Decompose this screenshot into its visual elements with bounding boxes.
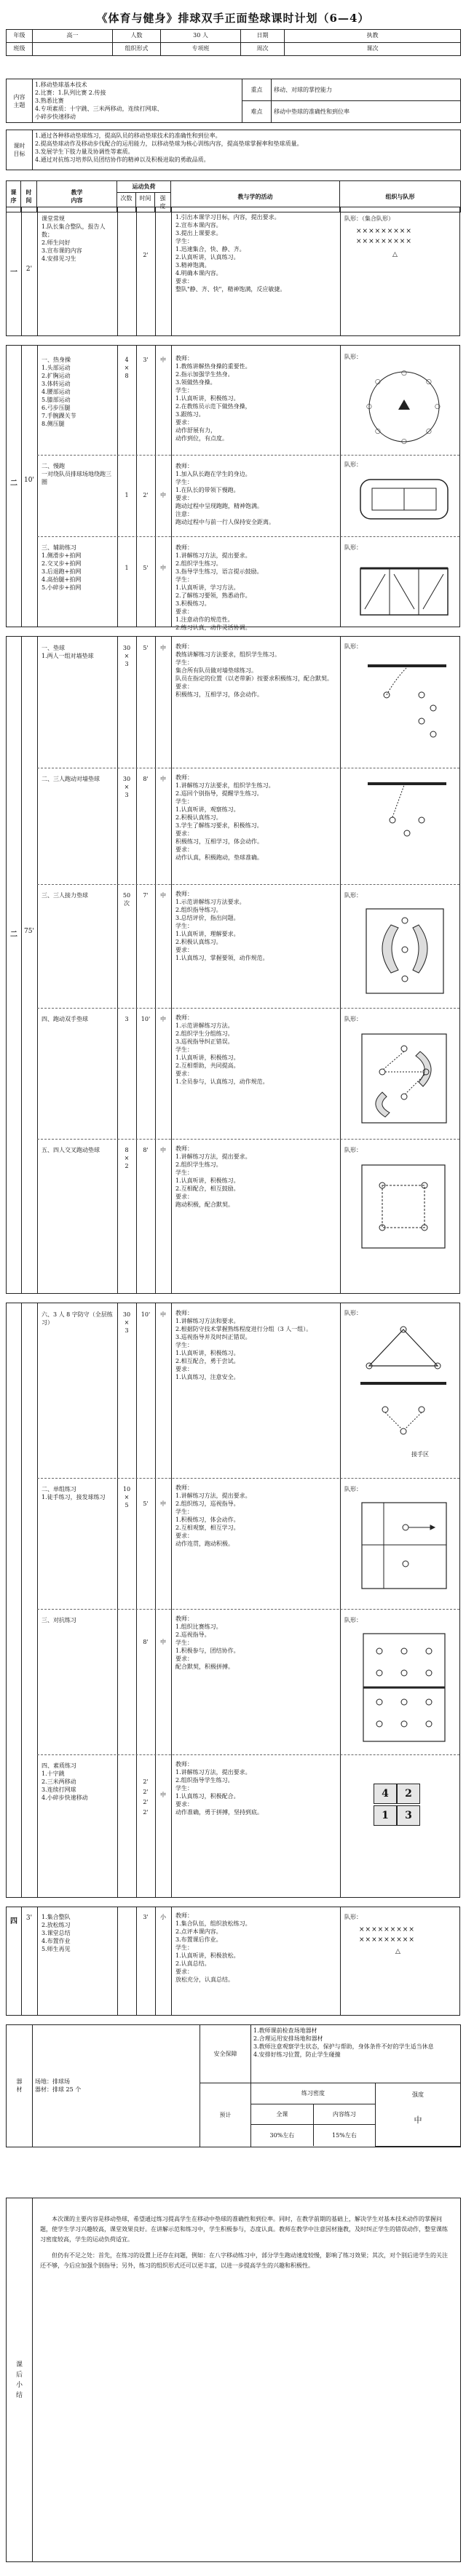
equipment-label: 器 材 xyxy=(7,2025,33,2147)
load-count: 3 xyxy=(125,1016,129,1022)
activity-text: 教师： 1.讲解练习方法，提出要求。 2.组织学生练习。 学生： 1.认真听讲，积极练习。 2.互相配合，相互鼓励。 要求： 跑动积极，配合默契。 xyxy=(175,1145,251,1208)
content-text: 六、3 人 8 字防守（全层练习） xyxy=(42,1311,113,1326)
wall-pass-diagram xyxy=(363,657,451,744)
load-time: 2' xyxy=(143,1809,149,1816)
format-label: 组织形式 xyxy=(113,43,161,56)
cross-run-diagram xyxy=(356,1159,451,1254)
load-time: 5' xyxy=(143,645,149,651)
load-intensity: 中 xyxy=(160,645,166,651)
figure-eight-defense-diagram xyxy=(356,1322,451,1460)
load-count: 50 次 xyxy=(122,892,131,907)
svg-text:○: ○ xyxy=(401,438,407,445)
stat-label: 预计 xyxy=(200,2083,251,2147)
content-text: 三、三人接力垫球 xyxy=(42,892,88,899)
svg-text:○: ○ xyxy=(426,378,432,386)
week-label: 周次 xyxy=(241,43,285,56)
objective-item: 4.通过对抗练习培养队员团结协作的精神以及积极进取的勇敢品质。 xyxy=(35,156,210,163)
activity-text: 教师： 1.加入队长跑在学生的身边。 学生： 1.在队长的带领下慢跑。 要求： 跑动过程中呈现跑跑，精神饱满。 注意： 跑动过程中与前一行人保持安全距离。 xyxy=(175,463,275,525)
load-count: 8 × 2 xyxy=(124,1147,130,1169)
content-topic-list xyxy=(33,79,242,123)
load-count: 10 × 5 xyxy=(122,1486,131,1508)
equipment-text: 场地：排球场 器材：排球 25 个 xyxy=(33,2025,200,2147)
content-text: 五、四人交叉跑动垫球 xyxy=(42,1147,100,1153)
load-intensity: 小 xyxy=(160,1914,166,1920)
difficult-point-label: 难点 xyxy=(242,101,272,123)
svg-text:○: ○ xyxy=(375,428,381,435)
intensity-value: 中 xyxy=(414,2115,422,2125)
org-label: 队形： xyxy=(344,1147,362,1153)
load-intensity: 中 xyxy=(160,565,166,571)
safety-item: 4.安排好练习位置，防止学生碰撞 xyxy=(253,2051,341,2058)
col-organization: 组织与队形 xyxy=(340,181,461,212)
intensity-label: 强度 xyxy=(412,2091,424,2098)
reflection-label: 课 后 小 结 xyxy=(7,2198,33,2562)
org-label: 队形： xyxy=(344,1486,362,1492)
activity-text: 教师： 1.示范讲解练习方法要求。 2.组织指导练习。 3.总结评价，指出问题。 学生： 1.认真听讲，理解要求。 2.积极认真练习。 要求： 1.认真练习，掌握要领，动作规范。 xyxy=(175,891,269,961)
load-time: 3' xyxy=(143,1914,149,1920)
warmup-circle-diagram xyxy=(360,363,448,450)
org-label: 队形： xyxy=(344,1016,362,1022)
section-warmup xyxy=(6,345,460,631)
load-time: 7' xyxy=(143,892,149,899)
scrimmage-court-diagram xyxy=(358,1629,451,1746)
activity-text: 教师： 1.集合队伍，组织放松练习。 2.点评本课内容。 3.布置课后作业。 学生： 1.认真听讲，积极放松。 2.认真总结。 要求： 放松充分，认真总结。 xyxy=(175,1912,251,1983)
class-label: 班级 xyxy=(7,43,33,56)
load-intensity: 中 xyxy=(160,776,166,782)
load-count: 30 × 3 xyxy=(122,645,131,667)
svg-text:○: ○ xyxy=(366,403,372,410)
load-count: 4 × 8 xyxy=(124,357,130,379)
activity-text: 教师： 1.讲解练习方法，提出要求。 2.组织学生练习。 3.指导学生练习，语言提示鼓励。 学生： 1.认真听讲，学习方法。 2.了解练习要领，熟悉动作。 3.积极练习。 要求： 1.注意动作的规范性。 2.练习认真，动作灵活协调。 xyxy=(175,544,263,631)
part-number: 四 xyxy=(10,1917,17,1925)
load-intensity: 中 xyxy=(160,1147,166,1153)
load-intensity: 中 xyxy=(160,892,166,899)
load-time: 10' xyxy=(141,1016,151,1022)
load-time: 5' xyxy=(143,565,149,571)
date-label: 日期 xyxy=(241,30,285,43)
load-time: 8' xyxy=(143,776,149,782)
activity-text: 教师： 1.讲解练习方法，提出要求。 2.组织练习，巡视指导。 学生： 1.积极练习，体会动作。 2.互相观察，相互学习。 要求： 动作连贯，跑动积极。 xyxy=(175,1484,251,1547)
count-value: 30 人 xyxy=(161,30,241,43)
part-time: 75' xyxy=(24,928,34,935)
part-time: 3' xyxy=(25,1915,33,1922)
equipment-table xyxy=(6,2024,461,2147)
col-load-count: 次数 xyxy=(117,193,136,212)
content-item: 1.移动垫球基本技术 xyxy=(35,82,87,88)
formation-row: ××××××××× xyxy=(356,228,412,235)
part-time: 2' xyxy=(25,266,33,273)
lesson-label: 课次 xyxy=(285,43,461,56)
load-intensity: 中 xyxy=(160,357,166,363)
content-text: 三、对抗练习 xyxy=(42,1617,76,1623)
section-main-part-2 xyxy=(6,1303,460,1898)
section-closing xyxy=(6,1907,460,2016)
part-time: 10' xyxy=(24,477,34,484)
section-opening xyxy=(6,207,460,336)
activity-text: 教师： 1.讲解练习方法和要求。 2.根据防守技术掌握熟练程度进行分组（3 人一组）。 3.巡视指导并及时纠正错误。 学生： 1.认真听讲，积极练习。 2.相互配合，勇于尝试。 要求： 1.认真练习，注意安全。 xyxy=(175,1310,312,1380)
load-time: 8' xyxy=(143,1639,149,1645)
single-group-drill-diagram xyxy=(355,1498,454,1593)
stat-subtable xyxy=(251,2083,460,2147)
teacher-label: 执教 xyxy=(285,30,461,43)
intensity-cell xyxy=(376,2083,461,2146)
col-load: 运动负荷 xyxy=(117,181,171,193)
org-label: 队形： xyxy=(344,544,362,551)
content-text: 三、辅助练习 1.侧滑步+拍网 2.交叉步+拍网 3.后退跑+拍网 4.高抬腿+拍网 5.小碎步+拍网 xyxy=(42,544,82,591)
key-point-label: 重点 xyxy=(242,79,272,101)
cross-jump-cell-1: 1 xyxy=(374,1805,397,1826)
load-count: 30 × 3 xyxy=(122,1311,131,1334)
col-part: 课序 xyxy=(7,181,21,212)
density-label: 练习密度 xyxy=(251,2083,376,2104)
content-topic-label: 内容 主题 xyxy=(7,79,33,123)
activity-text: 教师： 1.教练讲解热身操的重要性。 2.指示加强学生热身。 3.领做热身操。 学生： 1.认真听讲，积极练习。 2.在教练员示范下做热身操， 3.跟练习。 要求： 动作舒展有力， 动作到位，有点度。 xyxy=(175,355,251,442)
org-label: 队形： xyxy=(344,1914,362,1920)
key-point-value: 移动、对球的掌控能力 xyxy=(272,79,461,101)
density-all-label: 全课 xyxy=(251,2104,313,2124)
activity-text: 教师： 1.示范讲解练习方法。 2.组织学生分组练习。 3.巡视指导纠正错误。 学生： 1.认真听讲，积极练习。 2.互相帮助，共同提高。 要求： 1.全员参与，认真练习，动作规范。 xyxy=(175,1014,269,1085)
count-label: 人数 xyxy=(113,30,161,43)
load-intensity: 中 xyxy=(160,1792,166,1798)
part-number: 二 xyxy=(10,931,17,939)
objective-item: 1.通过各种移动垫球练习，提高队员的移动垫球技术的准确性和到位率。 xyxy=(35,132,221,139)
load-time: 2' xyxy=(143,1778,149,1785)
org-label: 队形： xyxy=(344,461,362,468)
reflection-paragraph: 本次课的主要内容是移动垫球，希望通过练习提高学生在移动中垫球的准确性和到位率。同时，在教学前期的基础上，解决学生对基本技术动作的掌握问题，使学生学习兴趣较高，课堂效果良好。在讲解示范和练习中，学生积极参与，态度认真。教师在教学中注意因材施教，及时纠正学生的错误动作，整堂课练习密度较高，学生的运动负荷适宜。 xyxy=(40,2216,448,2243)
load-intensity: 中 xyxy=(160,1311,166,1318)
formation-row: ××××××××× xyxy=(359,1936,415,1944)
load-intensity: 中 xyxy=(160,492,166,498)
load-count: 1 xyxy=(125,565,129,571)
col-load-time: 时间 xyxy=(136,193,155,212)
org-label: 队形： xyxy=(344,1310,362,1316)
col-load-intensity: 强度 xyxy=(155,193,171,212)
col-time: 时间 xyxy=(21,181,37,212)
moving-pass-diagram xyxy=(353,1027,455,1129)
content-text: 课堂常规 1.队长集合整队，报告人数； 2.师生问好 3.宣布课的内容 4.安排见习生 xyxy=(42,215,106,262)
relay-pass-diagram xyxy=(356,903,454,998)
load-time: 8' xyxy=(143,1147,149,1153)
content-text: 二、三人跑动对墙垫球 xyxy=(42,776,100,782)
safety-item: 3.教师注意观察学生状态，保护与帮助，身体条件不好的学生适当休息 xyxy=(253,2043,434,2050)
safety-label: 安全保障 xyxy=(200,2025,251,2083)
org-label: 队形： xyxy=(344,1617,362,1623)
cross-jump-cell-2: 2 xyxy=(397,1784,420,1804)
objectives-table xyxy=(6,130,461,170)
reflection-table xyxy=(6,2198,461,2562)
load-time: 10' xyxy=(141,1311,151,1318)
svg-text:○: ○ xyxy=(426,428,432,435)
density-all-value: 30%左右 xyxy=(251,2124,313,2146)
col-content: 教学 内容 xyxy=(37,181,117,212)
load-count: 30 × 3 xyxy=(122,776,131,798)
svg-text:○: ○ xyxy=(401,370,407,377)
jog-route-diagram xyxy=(355,474,454,525)
svg-text:○: ○ xyxy=(375,378,381,386)
load-count: 1 xyxy=(125,492,129,498)
formation-row: ××××××××× xyxy=(359,1926,415,1933)
load-time: 2' xyxy=(143,1799,149,1805)
section-main-part xyxy=(6,636,460,1294)
defense-zone-label: 接手区 xyxy=(411,1451,429,1458)
svg-text:○: ○ xyxy=(435,403,441,410)
load-time: 5' xyxy=(143,1500,149,1507)
reflection-body xyxy=(33,2198,461,2562)
load-time: 2' xyxy=(143,492,149,498)
stat-cell xyxy=(251,2083,461,2147)
content-item: 4.专项素质：十字跳、三米两移动，连续打网球、 xyxy=(35,106,163,112)
grade-value: 高一 xyxy=(33,30,113,43)
content-item: 2.比赛：1.队列比赛 2.传接 xyxy=(35,90,106,96)
org-label: 队形： xyxy=(344,643,362,650)
format-value: 专项班 xyxy=(161,43,241,56)
cross-jump-cell-3: 3 xyxy=(397,1805,420,1826)
teacher-marker: △ xyxy=(395,1948,400,1955)
org-label: 队形： xyxy=(344,354,362,360)
content-text: 四、跑动双手垫球 xyxy=(42,1016,88,1022)
objective-list xyxy=(33,130,461,170)
density-content-value: 15%左右 xyxy=(313,2124,375,2146)
content-item: 3.熟悉比赛 xyxy=(35,98,64,104)
activity-text: 教师： 1.讲解练习方法要求，组织学生练习。 2.巡回个别指导，提醒学生练习。 学生： 1.认真听讲，观察练习。 2.积极认真练习。 3.学生了解练习要求，积极练习。 要求： 积极练习，互相学习，体会动作。 要求： 动作认真，积极跑动，垫球准确。 xyxy=(175,774,275,861)
load-time: 2' xyxy=(143,1789,149,1795)
content-text: 二、单组练习 1.徒手练习，接发球练习 xyxy=(42,1486,106,1500)
objective-item: 2.提高垫球动作及移动步伐配合的运用能力，以移动垫球为核心训练内容，提高垫球掌握率和垫球质量。 xyxy=(35,140,303,147)
activity-text: 教师： 教练讲解练习方法要求，组织学生练习。 学生： 集合所有队员做对墙垫球练习。 队员在指定的位置（以老带新）按要求积极练习，配合默契。 要求： 积极练习，互相学习，体会动作。 xyxy=(175,643,333,698)
safety-item: 1.教师课前检查场地器材 xyxy=(253,2027,317,2034)
goals-table xyxy=(6,79,461,123)
load-intensity: 中 xyxy=(160,1500,166,1507)
grade-label: 年级 xyxy=(7,30,33,43)
difficult-point-value: 移动中垫球的准确性和到位率 xyxy=(272,101,461,123)
content-text: 四、素质练习 1.十字跳 2.三米两移动 3.连续打网球 4.小碎步快速移动 xyxy=(42,1762,88,1801)
header-info-table xyxy=(6,29,461,56)
content-text: 一、热身操 1.头部运动 2.扩胸运动 3.体转运动 4.腰部运动 5.膝部运动 6.弓步压腿 7.手腕踝关节 8.侧压腿 xyxy=(42,357,76,427)
objective-item: 3.发展学生下肢力量及协调性等素质。 xyxy=(35,148,134,155)
load-intensity: 中 xyxy=(160,1639,166,1645)
org-label: 队形：（集合队形） xyxy=(344,215,394,222)
part-number: 一 xyxy=(10,269,17,277)
load-time: 3' xyxy=(143,357,149,363)
content-item: 小碎步快速移动 xyxy=(35,114,76,120)
content-text: 二、慢跑 一对绕队员排球场地绕跑三圈 xyxy=(42,463,111,485)
content-text: 1.集合整队 2.放松练习 3.课堂总结 4.布置作业 5.师生再见 xyxy=(42,1914,71,1952)
objective-label: 课时 目标 xyxy=(7,130,33,170)
safety-item: 2.合理运用安排场地和器材 xyxy=(253,2035,323,2042)
safety-list xyxy=(251,2025,461,2083)
cross-jump-cell-4: 4 xyxy=(374,1784,397,1804)
activity-text: 1.引出本课学习目标，内容，提出要求。 2.宣布本课内容。 3.提出上课要求。 学生： 1.迅速集合，快、静、齐。 2.认真听讲，认真练习。 3.精神饱满。 4.明确本课内容。 要求： 整队"静、齐、快"，精神饱满，反应敏捷。 xyxy=(175,214,286,293)
part-number: 二 xyxy=(10,480,17,488)
page-title: 《体育与健身》排球双手正面垫球课时计划（6—4） xyxy=(96,12,370,25)
class-value xyxy=(33,43,113,56)
org-label: 队形： xyxy=(344,892,362,899)
load-intensity: 中 xyxy=(160,1016,166,1022)
teacher-marker: △ xyxy=(392,251,398,258)
activity-text: 教师： 1.讲解练习方法，提出要求。 2.组织指导学生练习。 学生： 1.认真练习，积极配合。 要求： 动作准确，勇于拼搏，坚持到底。 xyxy=(175,1761,263,1816)
formation-row: ××××××××× xyxy=(356,238,412,245)
reflection-paragraph: 但仍有不足之处：首先，在练习的设置上还存在问题，例如：在八字移动练习中，部分学生跑动速度较慢，影响了练习效果；其次，对个别后进学生的关注还不够，今后应加强个别指导；另外，练习的组织形式还可以更丰富，以进一步提高学生的兴趣和积极性。 xyxy=(40,2252,448,2269)
activity-text: 教师： 1.组织比赛练习。 2.巡视指导。 学生： 1.积极参与，团结协作。 要求： 配合默契，积极拼搏。 xyxy=(175,1615,240,1670)
col-activity: 教与学的活动 xyxy=(171,181,340,212)
content-text: 一、垫球 1.两人一组对墙垫球 xyxy=(42,645,94,659)
load-time: 2' xyxy=(143,252,149,258)
drill-net-diagram xyxy=(356,557,452,619)
three-person-wall-diagram xyxy=(363,775,451,855)
density-content-label: 内容练习 xyxy=(313,2104,375,2124)
